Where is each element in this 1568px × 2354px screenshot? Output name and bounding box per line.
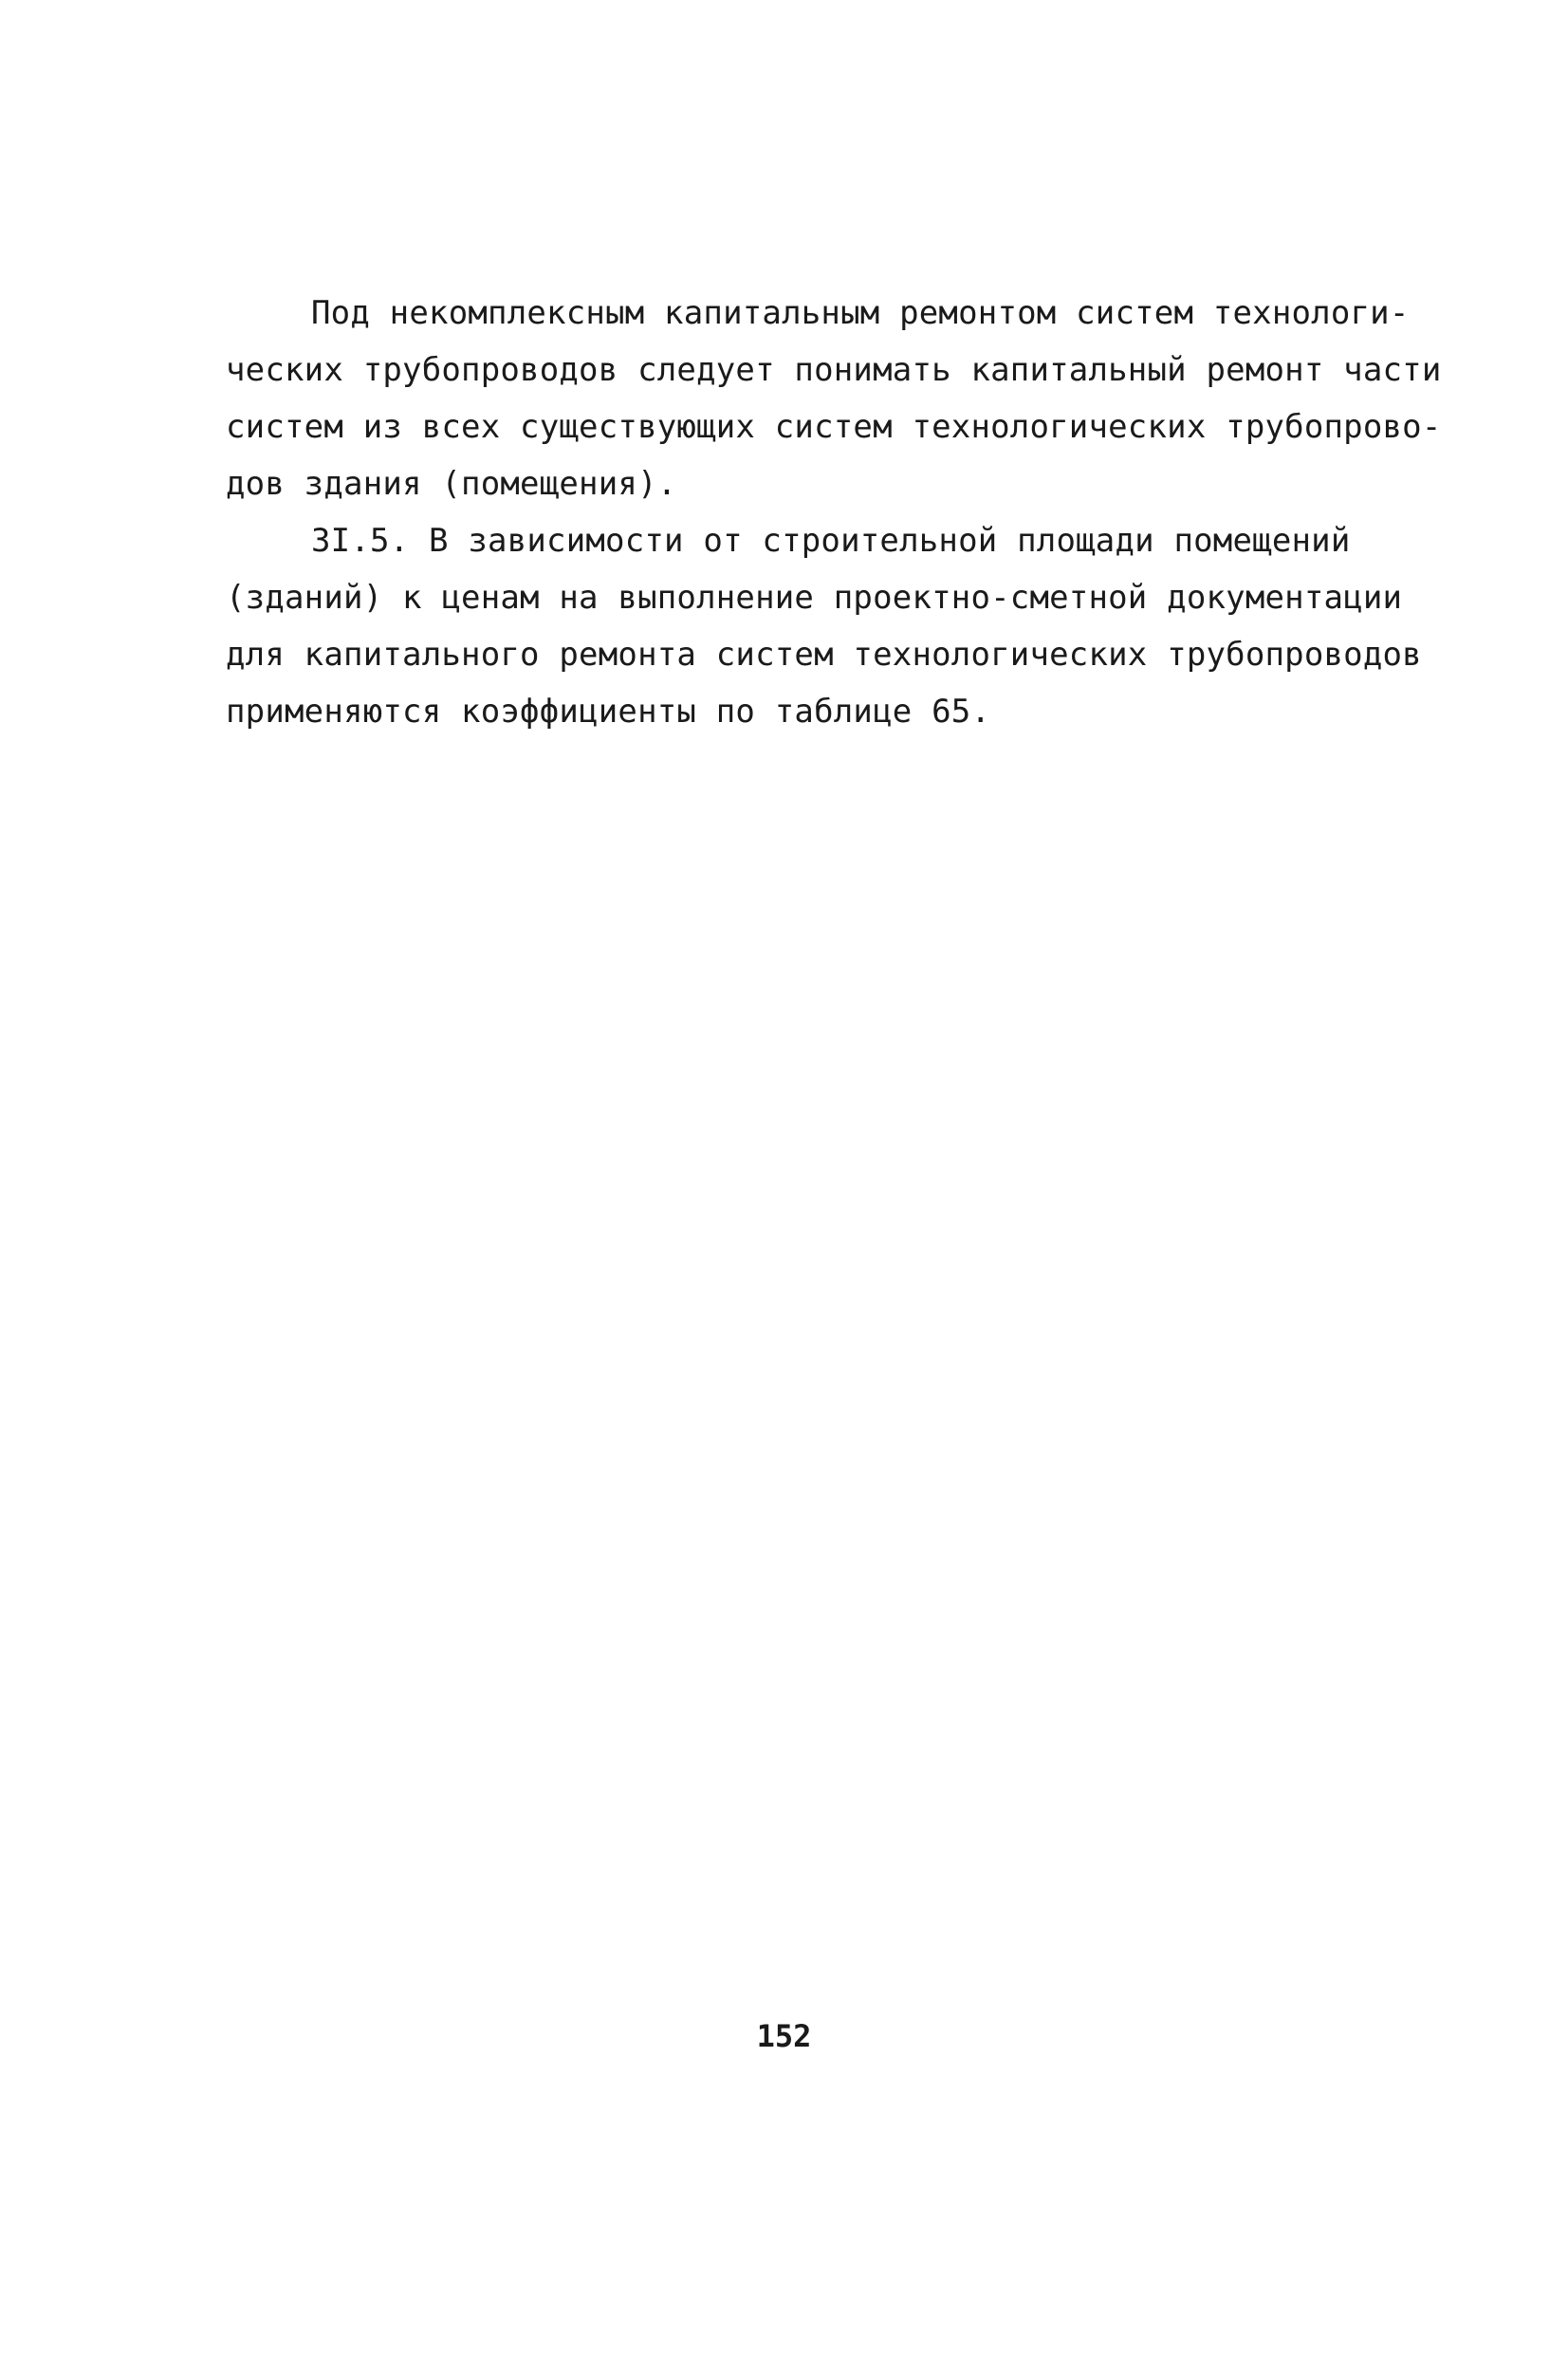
text-line: для капитального ремонта систем технологических трубопроводов bbox=[226, 636, 1422, 674]
text-line: систем из всех существующих систем технологических трубопрово- bbox=[226, 408, 1442, 446]
paragraph-31-5 bbox=[226, 512, 1422, 740]
text-line: (зданий) к ценам на выполнение проектно-сметной документации bbox=[226, 579, 1403, 617]
text-line: дов здания (помещения). bbox=[226, 465, 677, 503]
page-number: 152 bbox=[756, 2018, 812, 2054]
text-line: ческих трубопроводов следует понимать капитальный ремонт части bbox=[226, 351, 1442, 389]
text-line: применяются коэффициенты по таблице 65. bbox=[226, 693, 991, 731]
text-line: 3I.5. В зависимости от строительной площади помещений bbox=[311, 522, 1351, 560]
text-line: Под некомплексным капитальным ремонтом систем технологи- bbox=[311, 294, 1410, 332]
paragraph-noncomplex-repair bbox=[226, 285, 1442, 512]
